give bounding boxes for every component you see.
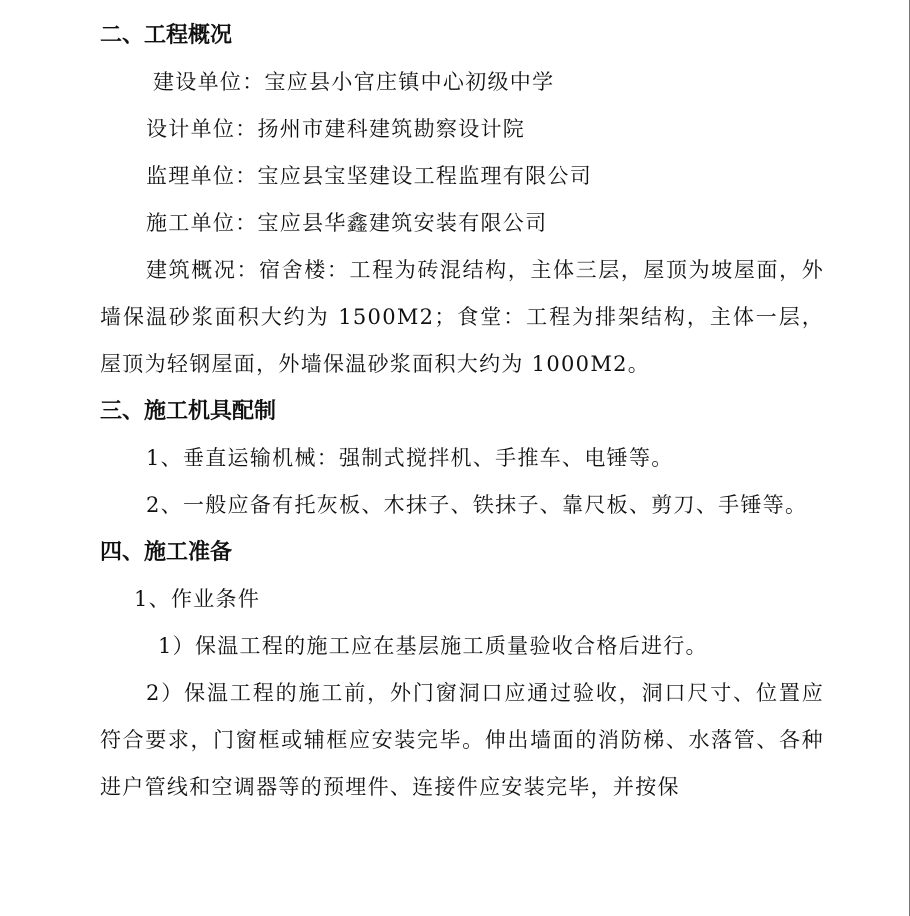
section-heading-equipment: 三、施工机具配制 <box>100 399 277 424</box>
condition-item-1: 1）保温工程的施工应在基层施工质量验收合格后进行。 <box>158 634 708 658</box>
section-heading-overview: 二、工程概况 <box>100 23 233 48</box>
design-unit-line: 设计单位：扬州市建科建筑勘察设计院 <box>146 117 526 141</box>
document-body <box>100 12 824 811</box>
contractor-unit-line: 施工单位：宝应县华鑫建筑安装有限公司 <box>146 211 548 235</box>
construction-unit-line: 建设单位：宝应县小官庄镇中心初级中学 <box>153 70 555 94</box>
work-conditions-subheading: 1、作业条件 <box>134 587 261 611</box>
building-summary-paragraph: 建筑概况：宿舍楼：工程为砖混结构，主体三层，屋顶为坡屋面，外墙保温砂浆面积大约为 1500M2；食堂：工程为排架结构，主体一层，屋顶为轻钢屋面，外墙保温砂浆面积大约为 1000M2。 <box>100 258 824 376</box>
condition-item-2: 2）保温工程的施工前，外门窗洞口应通过验收，洞口尺寸、位置应符合要求，门窗框或辅框应安装完毕。伸出墙面的消防梯、水落管、各种进户管线和空调器等的预埋件、连接件应安装完毕，并按保 <box>100 681 824 799</box>
section-heading-preparation: 四、施工准备 <box>100 540 233 565</box>
equipment-item-1: 1、垂直运输机械：强制式搅拌机、手推车、电锤等。 <box>146 446 674 470</box>
equipment-item-2: 2、一般应备有托灰板、木抹子、铁抹子、靠尺板、剪刀、手锤等。 <box>146 493 808 517</box>
supervision-unit-line: 监理单位：宝应县宝坚建设工程监理有限公司 <box>146 164 592 188</box>
